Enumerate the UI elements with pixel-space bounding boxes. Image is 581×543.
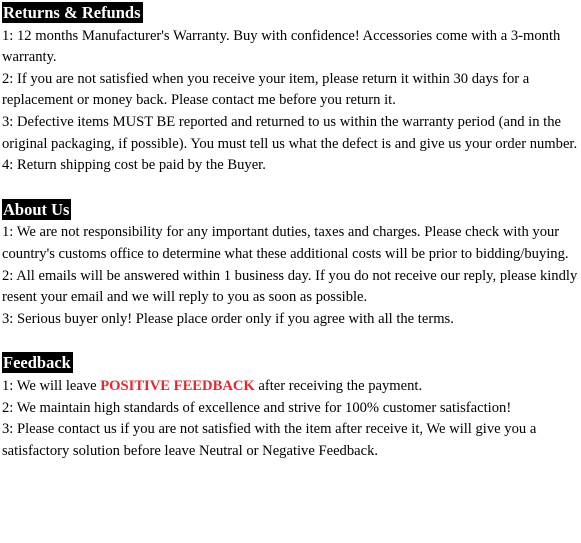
feedback-item-2: 2: We maintain high standards of excellence and strive for 100% customer satisfaction! [2, 399, 512, 416]
about-heading: About Us [3, 199, 70, 219]
returns-heading: Returns & Refunds [3, 3, 141, 22]
about-item-1: 1: We are not responsibility for any important duties, taxes and charges. Please check with your country's customs office to determine what these additional costs will be prior to bidding/buying. [2, 224, 569, 262]
returns-item-3: 3: Defective items MUST BE reported and returned to us within the warranty period (and in the original packaging, if possible). You must tell us what the defect is and give us your order number. [2, 113, 578, 152]
feedback-item-1 [2, 376, 580, 398]
returns-item-2: 2: If you are not satisfied when you receive your item, please return it within 30 days for a replacement or money back. Please contact me before you return it. [2, 70, 530, 109]
feedback-item-1-before: 1: We will leave [2, 377, 101, 394]
feedback-section [2, 352, 581, 462]
feedback-item-1-after: after receiving the payment. [254, 377, 423, 394]
about-item-2: 2: All emails will be answered within 1 business day. If you do not receive our reply, please kindly resent your email and we will reply to you as soon as possible. [2, 267, 578, 306]
returns-item-1: 1: 12 months Manufacturer's Warranty. Buy with confidence! Accessories come with a 3-month warranty. [2, 27, 561, 66]
about-section [2, 199, 581, 331]
section-spacer [2, 330, 581, 352]
feedback-heading: Feedback [3, 353, 71, 373]
about-item-3: 3: Serious buyer only! Please place order only if you agree with all the terms. [2, 310, 454, 327]
positive-feedback-highlight: POSITIVE FEEDBACK [100, 377, 255, 394]
returns-section [2, 2, 581, 177]
section-spacer [2, 177, 581, 199]
returns-item-4: 4: Return shipping cost be paid by the Buyer. [2, 157, 266, 174]
feedback-item-3: 3: Please contact us if you are not satisfied with the item after receive it, We will give you a satisfactory solution before leave Neutral or Negative Feedback. [2, 421, 537, 459]
